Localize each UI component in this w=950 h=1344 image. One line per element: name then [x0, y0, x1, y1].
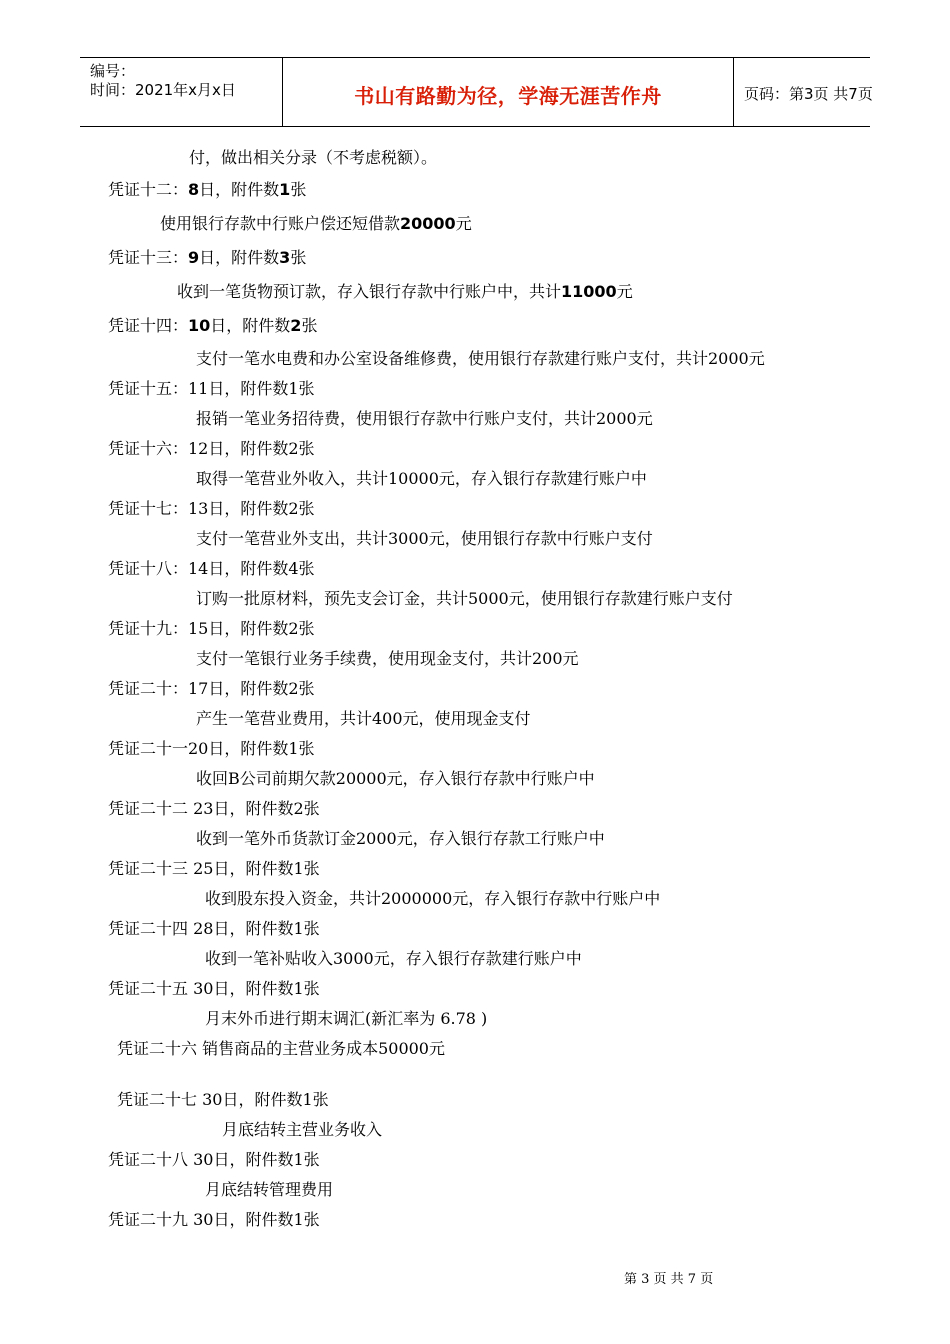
voucher-description: 订购一批原材料，预先支会订金，共计5000元，使用银行存款建行账户支付: [196, 589, 733, 608]
voucher-description: 报销一笔业务招待费，使用银行存款中行账户支付，共计2000元: [196, 409, 653, 428]
voucher-description: 取得一笔营业外收入，共计10000元，存入银行存款建行账户中: [196, 469, 647, 488]
page-footer: 第 3 页 共 7 页: [624, 1272, 714, 1287]
document-number-label: 编号：: [90, 62, 136, 80]
voucher-title: 凭证二十六 销售商品的主营业务成本50000元: [117, 1039, 445, 1058]
voucher-title: 凭证十七：13日，附件数2张: [108, 499, 315, 518]
voucher-title: 凭证十八：14日，附件数4张: [108, 559, 315, 578]
header-info-cell: [80, 58, 282, 126]
voucher-description: 使用银行存款中行账户偿还短借款20000元: [160, 214, 472, 233]
document-time-label: 时间：2021年x月x日: [90, 81, 236, 99]
voucher-title: 凭证二十三 25日，附件数1张: [108, 859, 320, 878]
voucher-title: 凭证十五：11日，附件数1张: [108, 379, 315, 398]
voucher-title: 凭证十四：10日，附件数2张: [108, 316, 318, 335]
voucher-title: 凭证二十二 23日，附件数2张: [108, 799, 320, 818]
voucher-description: 收到股东投入资金，共计2000000元，存入银行存款中行账户中: [205, 889, 661, 908]
voucher-title: 凭证二十：17日，附件数2张: [108, 679, 315, 698]
voucher-title: 凭证二十四 28日，附件数1张: [108, 919, 320, 938]
voucher-description: 收回B公司前期欠款20000元，存入银行存款中行账户中: [196, 769, 595, 788]
voucher-description: 收到一笔外币货款订金2000元，存入银行存款工行账户中: [196, 829, 605, 848]
voucher-description: 收到一笔货物预订款，存入银行存款中行账户中，共计11000元: [177, 282, 633, 301]
page-header: [80, 57, 873, 127]
voucher-description: 支付一笔银行业务手续费，使用现金支付，共计200元: [196, 649, 579, 668]
header-motto: 书山有路勤为径，学海无涯苦作舟: [354, 84, 662, 108]
voucher-title: 凭证十九：15日，附件数2张: [108, 619, 315, 638]
voucher-description: 月底结转主营业务收入: [222, 1120, 383, 1139]
voucher-title: 凭证十二：8日，附件数1张: [108, 180, 307, 199]
header-page-cell: [733, 58, 873, 126]
voucher-title: 凭证二十一20日，附件数1张: [108, 739, 315, 758]
voucher-title: 凭证十三：9日，附件数3张: [108, 248, 307, 267]
body-line: 付，做出相关分录（不考虑税额）。: [189, 148, 438, 167]
voucher-description: 支付一笔水电费和办公室设备维修费，使用银行存款建行账户支付，共计2000元: [196, 349, 765, 368]
voucher-description: 月末外币进行期末调汇(新汇率为 6.78 ): [205, 1009, 488, 1028]
voucher-description: 产生一笔营业费用，共计400元，使用现金支付: [196, 709, 531, 728]
voucher-title: 凭证二十九 30日，附件数1张: [108, 1210, 320, 1229]
voucher-title: 凭证二十八 30日，附件数1张: [108, 1150, 320, 1169]
voucher-description: 收到一笔补贴收入3000元，存入银行存款建行账户中: [205, 949, 582, 968]
voucher-description: 支付一笔营业外支出，共计3000元，使用银行存款中行账户支付: [196, 529, 653, 548]
header-page-code: 页码：第3页 共7页: [744, 85, 873, 103]
voucher-title: 凭证二十七 30日，附件数1张: [117, 1090, 329, 1109]
voucher-description: 月底结转管理费用: [205, 1180, 334, 1199]
voucher-title: 凭证十六：12日，附件数2张: [108, 439, 315, 458]
voucher-title: 凭证二十五 30日，附件数1张: [108, 979, 320, 998]
header-motto-cell: [282, 58, 734, 126]
